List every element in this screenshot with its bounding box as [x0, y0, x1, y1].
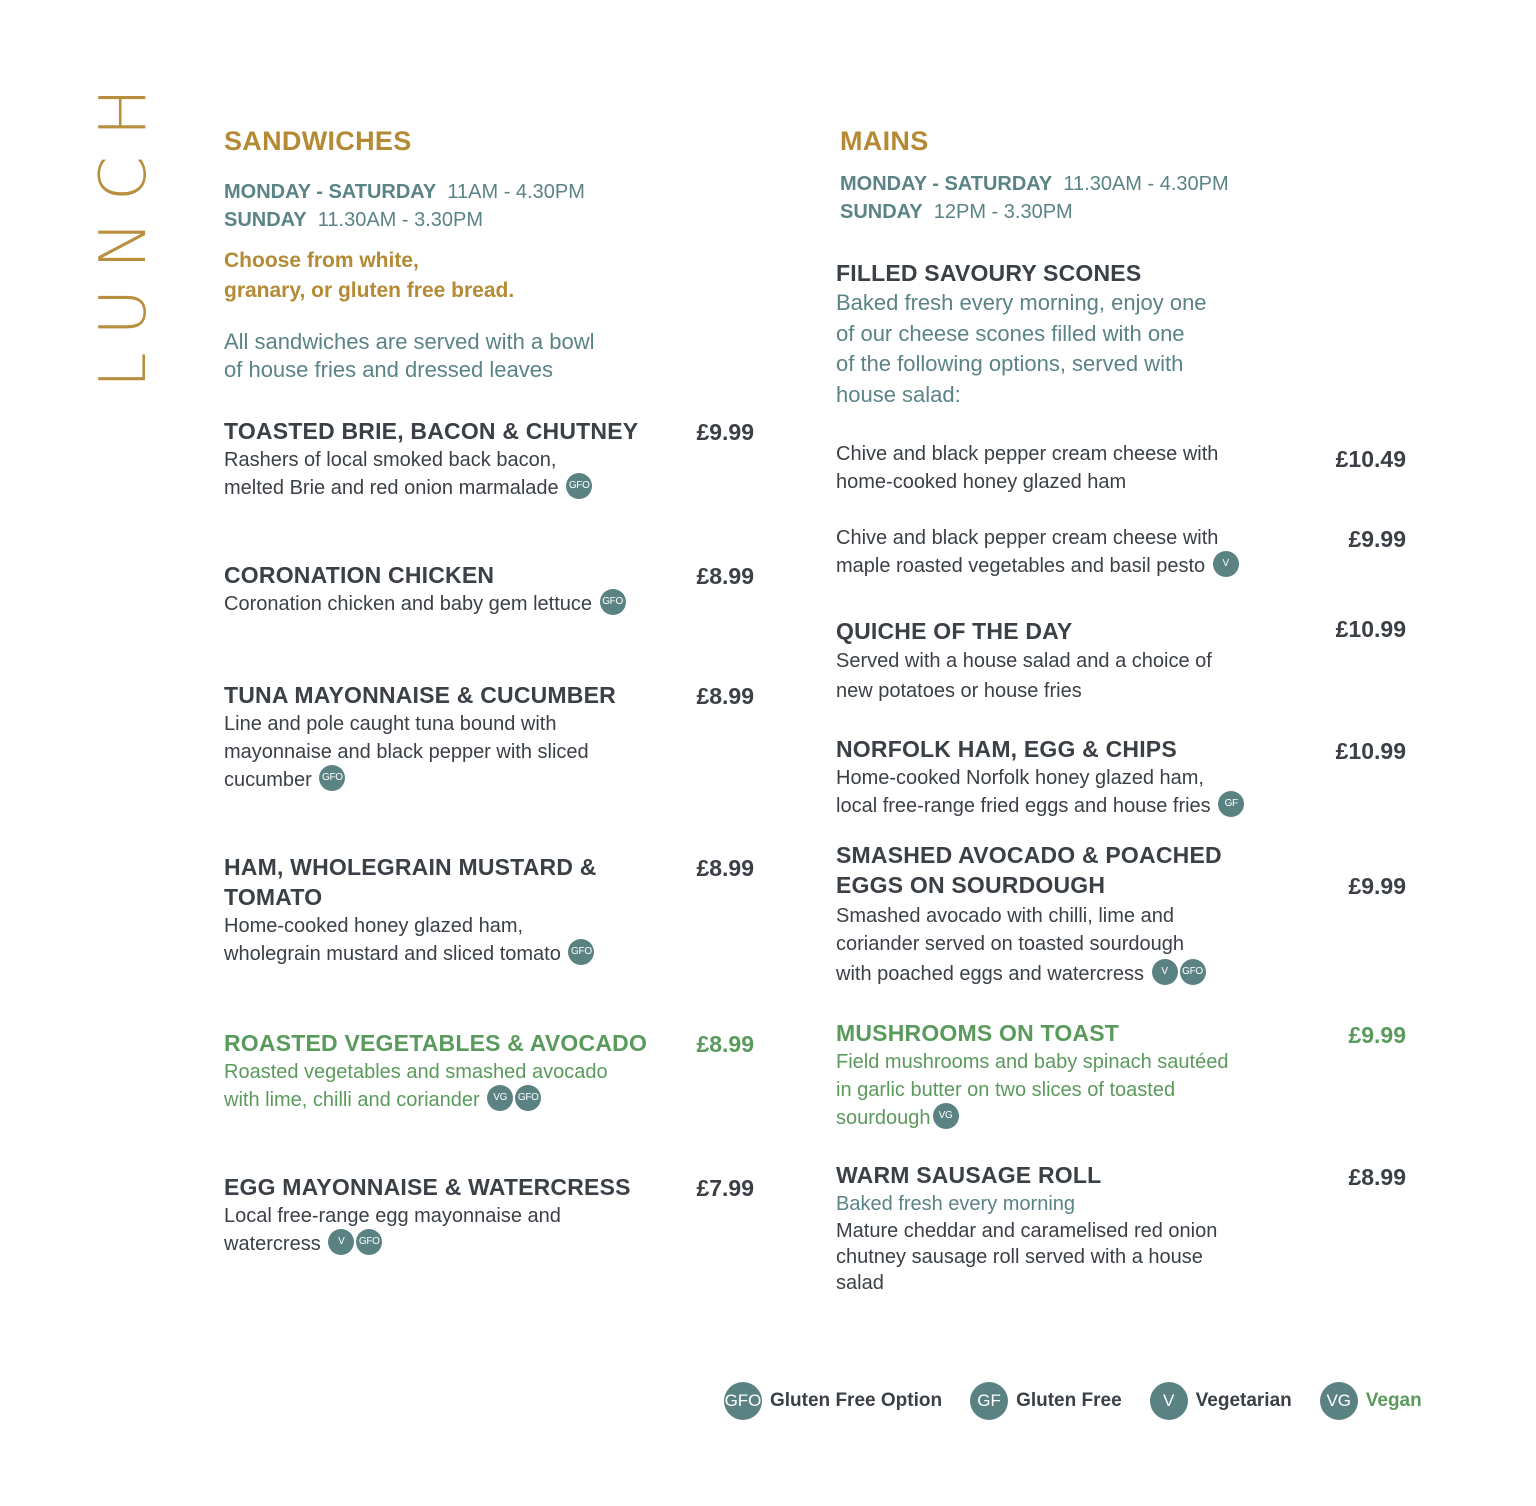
- gfo-badge-icon: GFO: [566, 473, 592, 499]
- gfo-badge-icon: GFO: [356, 1229, 382, 1255]
- item-name: WARM SAUSAGE ROLL: [836, 1162, 1102, 1188]
- legend-item-v: V Vegetarian: [1150, 1382, 1292, 1420]
- item-price: £10.49: [1335, 446, 1406, 472]
- mains-hours: [840, 170, 1229, 226]
- legend-item-gfo: GFO Gluten Free Option: [724, 1382, 942, 1420]
- sandwiches-section: [224, 126, 754, 1286]
- item-price: £8.99: [1348, 1164, 1406, 1190]
- bread-note: Choose from white, granary, or gluten free bread.: [224, 249, 515, 302]
- menu-item: [836, 616, 1406, 706]
- item-name: MUSHROOMS ON TOAST: [836, 1020, 1120, 1046]
- scone-option: [836, 524, 1406, 580]
- section-title-sandwiches: SANDWICHES: [224, 126, 412, 156]
- vg-badge-icon: VG: [1320, 1382, 1358, 1420]
- menu-item: [224, 560, 754, 618]
- item-price: £8.99: [696, 683, 754, 709]
- item-name: HAM, WHOLEGRAIN MUSTARD & TOMATO: [224, 854, 597, 910]
- item-name: ROASTED VEGETABLES & AVOCADO: [224, 1030, 648, 1056]
- item-description: Served with a house salad and a choice of new potatoes or house fries: [836, 650, 1212, 702]
- menu-item: [836, 1160, 1406, 1296]
- item-price: £9.99: [1348, 526, 1406, 552]
- gfo-badge-icon: GFO: [515, 1085, 541, 1111]
- served-note: All sandwiches are served with a bowl of house fries and dressed leaves: [224, 329, 595, 382]
- v-badge-icon: V: [1150, 1382, 1188, 1420]
- gf-badge-icon: GF: [970, 1382, 1008, 1420]
- item-name: CORONATION CHICKEN: [224, 562, 495, 588]
- legend-item-gf: GF Gluten Free: [970, 1382, 1122, 1420]
- gfo-badge-icon: GFO: [568, 939, 594, 965]
- vg-badge-icon: VG: [487, 1085, 513, 1111]
- item-tagline: Baked fresh every morning: [836, 1193, 1076, 1215]
- item-description: Local free-range egg mayonnaise and watercress V GFO: [224, 1205, 561, 1255]
- dietary-legend: [724, 1382, 1450, 1420]
- item-description: Smashed avocado with chilli, lime and coriander served on toasted sourdough with poached eggs and watercress V GFO: [836, 902, 1406, 988]
- gfo-badge-icon: GFO: [1180, 959, 1206, 985]
- gfo-badge-icon: GFO: [319, 765, 345, 791]
- item-name: TOASTED BRIE, BACON & CHUTNEY: [224, 418, 639, 444]
- sandwiches-hours: [224, 178, 585, 234]
- item-description: Line and pole caught tuna bound with mayonnaise and black pepper with sliced cucumber GFO: [224, 713, 589, 791]
- hours-row: MONDAY - SATURDAY 11AM - 4.30PM: [224, 181, 585, 203]
- legend-item-vg: VG Vegan: [1320, 1382, 1422, 1420]
- item-name: SMASHED AVOCADO & POACHED EGGS ON SOURDOUGH: [836, 842, 1222, 898]
- scones-intro: Baked fresh every morning, enjoy one of our cheese scones filled with one of the following options, served with house salad:: [836, 290, 1207, 407]
- page-title: LUNCH: [87, 68, 161, 388]
- item-price: £9.99: [1348, 873, 1406, 899]
- item-price: £10.99: [1335, 616, 1406, 642]
- v-badge-icon: V: [1152, 959, 1178, 985]
- item-name: EGG MAYONNAISE & WATERCRESS: [224, 1174, 631, 1200]
- item-price: £8.99: [696, 855, 754, 881]
- menu-item-vegan: [836, 1018, 1406, 1132]
- item-price: £8.99: [696, 1031, 754, 1057]
- item-name: TUNA MAYONNAISE & CUCUMBER: [224, 682, 616, 708]
- gfo-badge-icon: GFO: [600, 589, 626, 615]
- menu-item: [224, 852, 754, 968]
- item-description: Chive and black pepper cream cheese with home-cooked honey glazed ham: [836, 443, 1219, 493]
- item-price: £8.99: [696, 563, 754, 589]
- item-description: Coronation chicken and baby gem lettuce GFO: [224, 590, 754, 618]
- item-description: Roasted vegetables and smashed avocado with lime, chilli and coriander VG GFO: [224, 1061, 608, 1111]
- item-price: £7.99: [696, 1175, 754, 1201]
- item-description: Home-cooked Norfolk honey glazed ham, local free-range fried eggs and house fries GF: [836, 764, 1406, 820]
- gfo-badge-icon: GFO: [724, 1382, 762, 1420]
- item-name: NORFOLK HAM, EGG & CHIPS: [836, 736, 1177, 762]
- vg-badge-icon: VG: [933, 1103, 959, 1129]
- menu-item: [224, 680, 754, 794]
- item-price: £9.99: [696, 419, 754, 445]
- item-name: FILLED SAVOURY SCONES: [836, 260, 1142, 286]
- menu-item-vegan: [224, 1028, 754, 1114]
- menu-item: [224, 416, 754, 502]
- item-description: Field mushrooms and baby spinach sautéed in garlic butter on two slices of toasted sourdough VG: [836, 1051, 1229, 1129]
- item-description: Mature cheddar and caramelised red onion chutney sausage roll served with a house salad: [836, 1220, 1218, 1294]
- hours-row: SUNDAY 11.30AM - 3.30PM: [224, 209, 484, 231]
- hours-row: SUNDAY 12PM - 3.30PM: [840, 201, 1073, 223]
- menu-item: [224, 1172, 754, 1258]
- scone-option: [836, 440, 1406, 496]
- item-price: £10.99: [1335, 738, 1406, 764]
- v-badge-icon: V: [1213, 551, 1239, 577]
- menu-item: [836, 734, 1406, 820]
- mains-section: [836, 126, 1406, 1306]
- item-description: Chive and black pepper cream cheese with maple roasted vegetables and basil pesto V: [836, 524, 1406, 580]
- hours-row: MONDAY - SATURDAY 11.30AM - 4.30PM: [840, 173, 1229, 195]
- section-title-mains: MAINS: [840, 126, 929, 156]
- menu-item-scones: [836, 258, 1406, 410]
- menu-item: [836, 840, 1406, 988]
- item-description: Rashers of local smoked back bacon, melted Brie and red onion marmalade GFO: [224, 446, 754, 502]
- gf-badge-icon: GF: [1218, 791, 1244, 817]
- item-price: £9.99: [1348, 1022, 1406, 1048]
- v-badge-icon: V: [328, 1229, 354, 1255]
- item-description: Home-cooked honey glazed ham, wholegrain mustard and sliced tomato GFO: [224, 912, 754, 968]
- item-name: QUICHE OF THE DAY: [836, 618, 1073, 644]
